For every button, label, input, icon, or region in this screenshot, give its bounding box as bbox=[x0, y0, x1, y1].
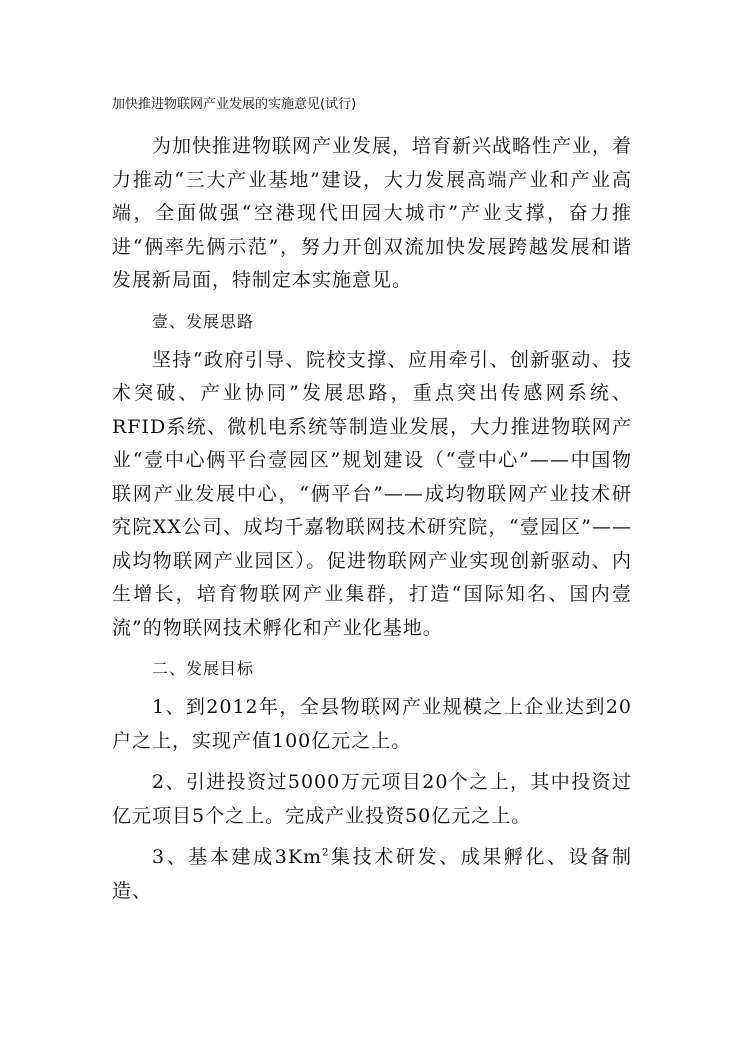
intro-paragraph: 为加快推进物联网产业发展，培育新兴战略性产业，着力推动“三大产业基地”建设，大力发展高端产业和产业高端，全面做强“空港现代田园大城市”产业支撑，奋力推进“俩率先俩示范”，努力开创双流加快发展跨越发展和谐发展新局面，特制定本实施意见。 bbox=[112, 135, 633, 291]
section-heading-goals: 二、发展目标 bbox=[152, 659, 255, 678]
section-heading-ideas: 壹、发展思路 bbox=[152, 311, 255, 331]
goal-3-superscript: 2 bbox=[322, 847, 330, 859]
goal-3-text-after: 集技术研发、成果孵化、设备制造、 bbox=[112, 846, 632, 902]
document-body bbox=[112, 130, 632, 908]
goal-3-text-before: 3、基本建成3Km bbox=[152, 846, 323, 868]
goal-paragraph-1: 1、到2012年，全县物联网产业规模之上企业达到20户之上，实现产值100亿元之上。 bbox=[112, 696, 632, 752]
ideas-paragraph: 坚持“政府引导、院校支撑、应用牵引、创新驱动、技术突破、产业协同”发展思路，重点突出传感网系统、RFID系统、微机电系统等制造业发展，大力推进物联网产业“壹中心俩平台壹园区”规划建设（“壹中心”——中国物联网产业发展中心，“俩平台”——成均物联网产业技术研究院XX公司、成均千嘉物联网技术研究院，“壹园区”——成均物联网产业园区）。促进物联网产业实现创新驱动、内生增长，培育物联网产业集群，打造“国际知名、国内壹流”的物联网技术孵化和产业化基地。 bbox=[112, 348, 632, 639]
goal-paragraph-2: 2、引进投资过5000万元项目20个之上，其中投资过亿元项目5个之上。完成产业投资50亿元之上。 bbox=[112, 771, 632, 827]
document-header: 加快推进物联网产业发展的实施意见(试行) bbox=[112, 97, 357, 112]
goal-paragraph-3 bbox=[112, 841, 632, 908]
